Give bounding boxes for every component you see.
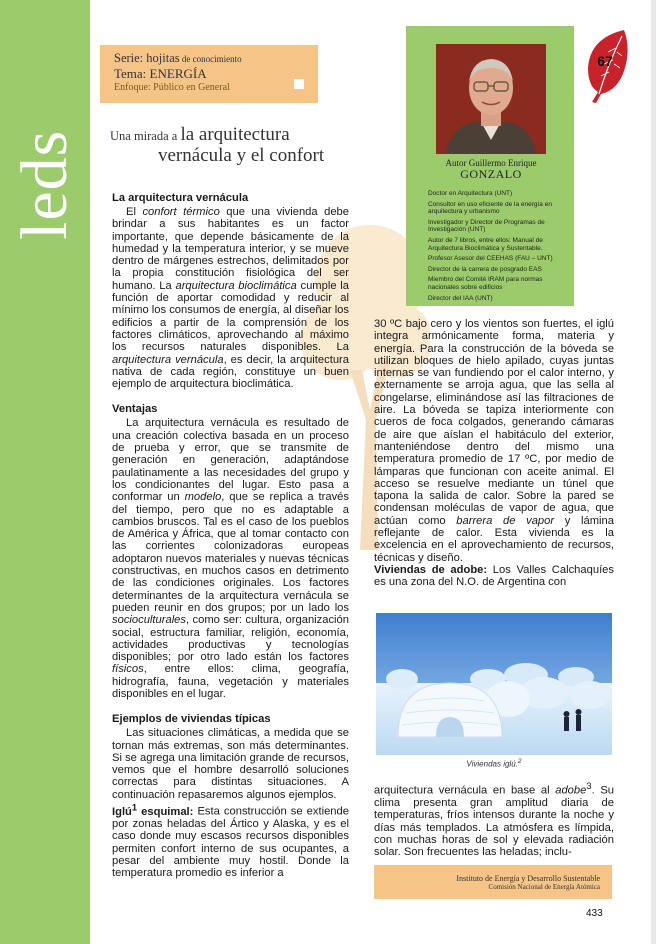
footnote-ref: 1 [131, 802, 138, 813]
text-run: Los Valles Calchaquíes es una zona del N.O. de Argentina con [374, 563, 614, 589]
leds-logo: leds [8, 129, 81, 240]
text-run: cumple la función de aportar comodidad y reducir al mínimo los consumos de energía, al diseñar los edificios a partir de la comprensión de los factores climáticos, aprovechando al máximo los recursos naturales disponibles. La [112, 279, 349, 354]
credential-item: Miembro del Comité IRAM para normas nacionales sobre edificios [428, 276, 543, 291]
title-main-1: la arquitectura [180, 124, 290, 145]
section-heading: Ejemplos de viviendas típicas [112, 713, 271, 726]
igloo-image [376, 613, 612, 755]
caption-text: Viviendas iglú. [466, 759, 518, 769]
text-run: . Su clima presenta gran amplitud diaria de temperaturas, fríos intensos durante la noche y días más templados. La atmósfera es límpida, con muchas horas de sol y elevada radiación solar. Son frecuentes las heladas; inclu- [374, 784, 614, 859]
text-run: y lámina reflejante de calor. Esta vivienda es la excelencia en el aprovechamiento de recursos, técnicas y diseño. [374, 514, 614, 564]
credential-item: Director de la carrera de posgrado EAS [428, 265, 542, 273]
section-heading: La arquitectura vernácula [112, 192, 249, 204]
page-number: 433 [586, 908, 603, 919]
series-tema: Tema: ENERGÍA [114, 66, 207, 81]
left-column [112, 191, 349, 880]
igloo-photo [376, 613, 612, 755]
footer-institute: Instituto de Energía y Desarrollo Sustentable [456, 874, 600, 883]
credential-item: Director del IAA (UNT) [428, 294, 493, 302]
text-run: La arquitectura vernácula es resultado de una creación colectiva basada en un proceso de prueba y error, que se transmite de generación en generación, adaptándose paulatinamente a las necesidades del grupo y los condicionantes del lugar. Esto pasa a conformar un [112, 417, 349, 504]
text-emphasis: adobe [555, 784, 587, 797]
title-main-2: vernácula y el confort [158, 145, 325, 166]
author-name [422, 158, 560, 180]
text-run: que una vivienda debe brindar a sus habitantes es un factor importante, que depende básicamente de la humedad y la temperatura interior, y se mueve dentro de márgenes estrechos, delimitados por la propia constitución fisiológica del ser humano. La [112, 206, 349, 292]
text-emphasis: arquitectura vernácula [112, 353, 224, 366]
series-serie [114, 51, 308, 66]
title-prefix: Una mirada a [110, 129, 181, 143]
right-column-lower [374, 780, 614, 859]
right-column-upper [374, 318, 614, 589]
footnote-ref: 2 [517, 758, 522, 765]
sidebar [0, 0, 90, 944]
footnote-ref: 3 [586, 781, 592, 791]
text-emphasis: físicos [112, 663, 144, 676]
series-enfoque: Enfoque: Público en General [114, 82, 230, 93]
section-heading: Ventajas [112, 403, 158, 416]
text-emphasis: confort térmico [142, 206, 220, 218]
text-run: 30 ºC bajo cero y los vientos son fuertes, el iglú integra armónicamente forma, materia y energía. Para la construcción de la bóveda se utilizan bloques de hielo apilado, cuyas juntas internas se van fundiendo por el calor interno, y externamente se arroja agua, que las sella al congelarse, eliminándose así las filtraciones de aire. La bóveda se tapiza interiormente con cueros de foca colgados, generando cámaras de aire que aíslan el habitáculo del exterior, manteniéndose dentro del mismo una temperatura promedio de 17 ºC, por medio de lámparas que funcionan con aceite animal. El acceso se resuelve mediante un túnel que tapona la salida de calor. Sobre la pared se condensan moléculas de vapor de agua, que actúan como [374, 318, 614, 527]
author-portrait [436, 44, 546, 154]
paragraph [112, 801, 349, 880]
text-run: , que se replica a través del tiempo, pero que no es adaptable a cambios bruscos. Tal es el caso de los pueblos de América y África, que al tomar contacto con las corrientes colonizadoras europeas adoptaron nuevos materiales y nuevas técnicas constructivas, en muchos casos en detrimento de las condiciones originales. Los factores determinantes de la arquitectura vernácula se pueden reunir en dos grupos; por un lado los [112, 491, 349, 614]
credential-item: Doctor en Arquitectura (UNT) [428, 190, 513, 197]
article-title [110, 126, 370, 167]
page-edge [651, 0, 656, 944]
text-bold [112, 802, 194, 818]
text-emphasis: modelo [184, 491, 222, 504]
paragraph [374, 564, 614, 589]
photo-caption [376, 758, 612, 769]
author-credentials [428, 190, 568, 305]
series-serie-prefix: Serie: hojitas [114, 51, 180, 65]
paragraph [374, 780, 614, 859]
text-run: esquimal: [137, 805, 194, 818]
paragraph: Las situaciones climáticas, a medida que se tornan más extremas, son más determinantes. Si se agrega una limitación grande de recursos, vemos que el hombre desarrolló soluciones correctas para distintas situaciones. A continuación repasaremos algunos ejemplos. [112, 727, 349, 801]
text-run: , entre ellos: clima, geografía, hidrografía, fauna, vegetación y materiales disponibles en el lugar. [112, 663, 349, 700]
credential-item: Profesor Asesor del CEEHAS (FAU – UNT) [428, 255, 553, 263]
author-label: Autor Guillermo Enrique [445, 158, 537, 168]
author-surname: GONZALO [460, 167, 522, 181]
footer-box [374, 865, 612, 899]
credential-item: Investigador y Director de Programas de Investigación (UNT) [428, 218, 545, 234]
author-photo [436, 44, 546, 154]
text-emphasis: socioculturales [112, 614, 186, 627]
text-run: , como ser: cultura, organización social, estructura familiar, religión, economía, actividades productivas y tecnologías disponibles; por otro lado están los factores [112, 614, 349, 664]
footer-commission: Comisión Nacional de Energía Atómica [488, 883, 600, 891]
paragraph [374, 318, 614, 564]
text-emphasis: arquitectura bioclimática [175, 279, 297, 292]
text-bold: Viviendas de adobe: [374, 563, 488, 576]
text-run: arquitectura vernácula en base al [374, 784, 556, 797]
series-serie-suffix: de conocimiento [179, 54, 242, 64]
paragraph [112, 417, 349, 700]
credential-item: Consultor en uso eficiente de la energía en arquitectura y urbanismo [428, 200, 552, 216]
series-box [100, 45, 318, 103]
text-run: Iglú [112, 805, 132, 818]
text-emphasis: barrera de vapor [456, 514, 555, 527]
text-run: , es decir, la arquitectura nativa de cada región, constituye un buen ejemplo de arquitectura bioclimática. [112, 353, 349, 391]
series-checkbox [294, 79, 304, 89]
text-run: El [126, 206, 143, 218]
text-run: Esta construcción se extiende por zonas heladas del Ártico y Alaska, y es el caso donde muy escasos recursos disponibles permiten confort interno de sus ocupantes, a pesar del ambiente muy hostil. Donde la temperatura promedio es inferior a [112, 805, 349, 880]
credential-item: Autor de 7 libros, entre ellos: Manual de Arquitectura Bioclimática y Sustentable. [428, 236, 543, 252]
paragraph [112, 206, 349, 390]
issue-number: 67 [597, 53, 613, 69]
